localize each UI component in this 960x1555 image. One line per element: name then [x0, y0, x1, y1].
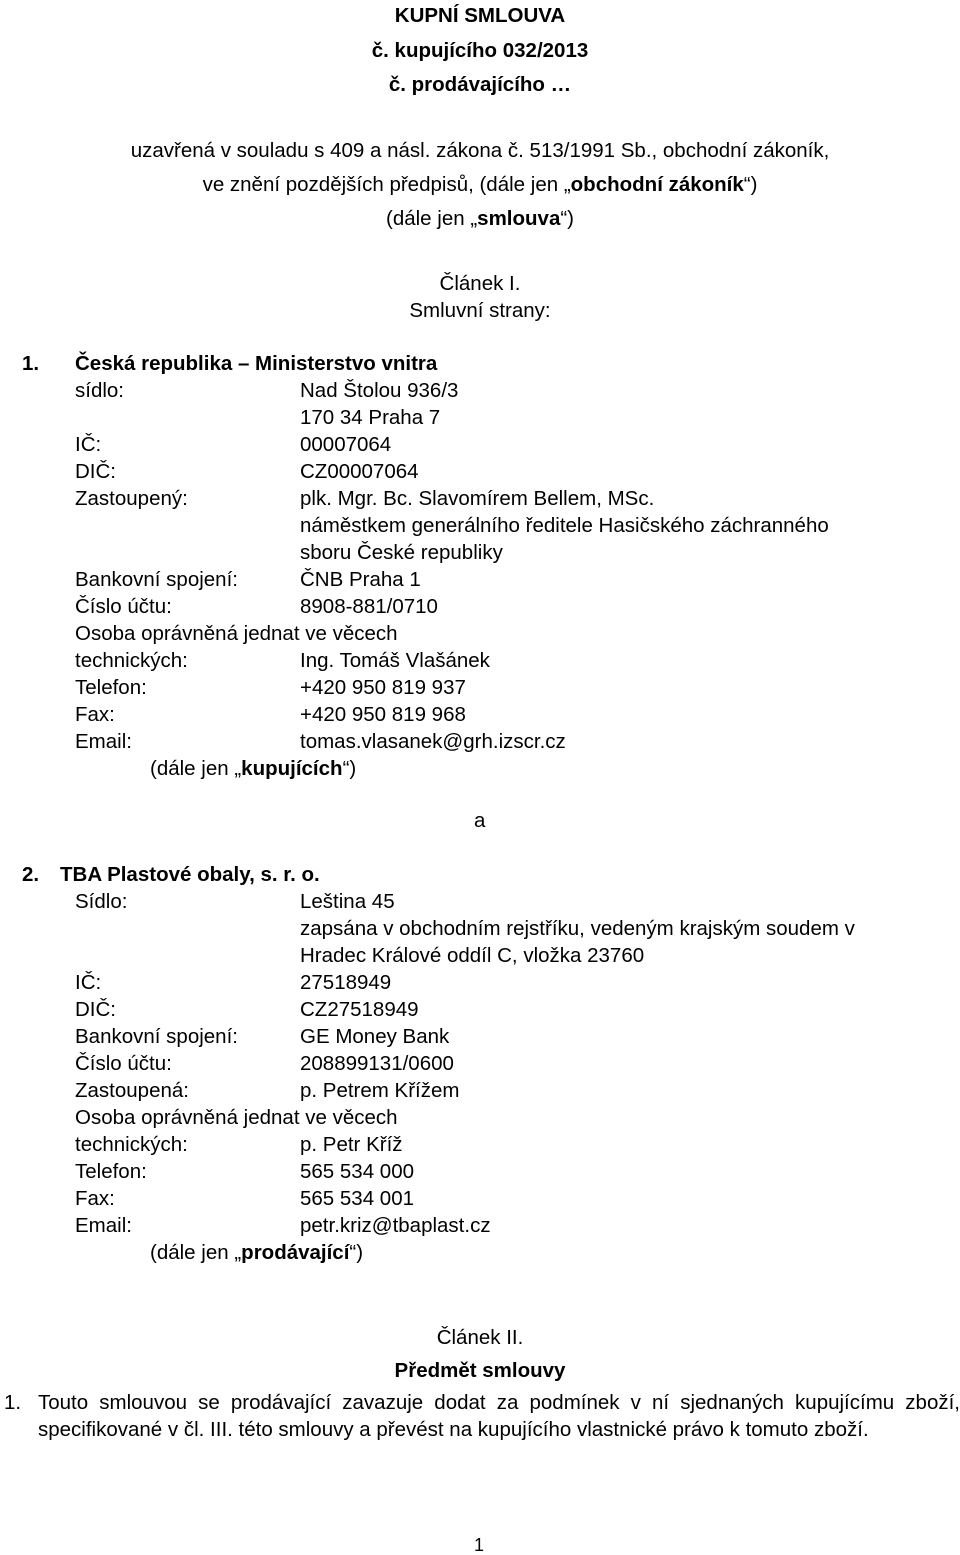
party-2-email-label: Email: — [75, 1214, 132, 1237]
party-2-tech: p. Petr Kříž — [300, 1133, 403, 1156]
party-1-rep-line-2: náměstkem generálního ředitele Hasičského záchranného — [300, 514, 829, 537]
party-2-bank: GE Money Bank — [300, 1025, 450, 1048]
buyer-contract-number: č. kupujícího 032/2013 — [371, 39, 589, 62]
party-2-phone: 565 534 000 — [300, 1160, 415, 1183]
intro-line-3: (dále jen „smlouva“) — [386, 207, 574, 230]
party-1-email: tomas.vlasanek@grh.izscr.cz — [300, 730, 566, 753]
party-1-fax-label: Fax: — [75, 703, 115, 726]
party-2-account-label: Číslo účtu: — [75, 1052, 172, 1075]
party-1-name: Česká republika – Ministerstvo vnitra — [75, 352, 438, 375]
party-2-tech-label-2: technických: — [75, 1133, 188, 1156]
party-1-bank-label: Bankovní spojení: — [75, 568, 238, 591]
party-2-rep: p. Petrem Křížem — [300, 1079, 460, 1102]
party-1-tech-label-2: technických: — [75, 649, 188, 672]
party-1-fax: +420 950 819 968 — [300, 703, 466, 726]
conjunction: a — [474, 809, 486, 832]
party-1-phone: +420 950 819 937 — [300, 676, 466, 699]
party-1-bank: ČNB Praha 1 — [300, 568, 421, 591]
party-2-account: 208899131/0600 — [300, 1052, 454, 1075]
party-1-alias: (dále jen „kupujících“) — [150, 757, 357, 780]
party-1-seat-label: sídlo: — [75, 379, 124, 402]
seller-contract-number: č. prodávajícího … — [388, 73, 572, 96]
article-2-subheading: Předmět smlouvy — [394, 1359, 566, 1382]
party-1-rep-line-3: sboru České republiky — [300, 541, 503, 564]
party-1-ic: 00007064 — [300, 433, 392, 456]
party-2-rep-label: Zastoupená: — [75, 1079, 189, 1102]
party-1-phone-label: Telefon: — [75, 676, 147, 699]
party-2-bank-label: Bankovní spojení: — [75, 1025, 238, 1048]
party-2-seat: Leština 45 — [300, 890, 395, 913]
party-1-seat-line-2: 170 34 Praha 7 — [300, 406, 441, 429]
intro-line-1: uzavřená v souladu s 409 a násl. zákona č. 513/1991 Sb., obchodní zákoník, — [130, 139, 830, 162]
party-1-dic: CZ00007064 — [300, 460, 419, 483]
party-2-fax: 565 534 001 — [300, 1187, 415, 1210]
party-1-tech: Ing. Tomáš Vlašánek — [300, 649, 490, 672]
party-1-rep-label: Zastoupený: — [75, 487, 188, 510]
party-1-email-label: Email: — [75, 730, 132, 753]
party-1-account: 8908-881/0710 — [300, 595, 438, 618]
party-2-tech-label-1: Osoba oprávněná jednat ve věcech — [75, 1106, 398, 1129]
article-2-item-number: 1. — [4, 1391, 22, 1414]
party-2-alias: (dále jen „prodávající“) — [150, 1241, 364, 1264]
page-number: 1 — [474, 1535, 485, 1555]
party-1-rep-line-1: plk. Mgr. Bc. Slavomírem Bellem, MSc. — [300, 487, 655, 510]
party-2-seat-label: Sídlo: — [75, 890, 128, 913]
article-1-heading: Článek I. — [439, 272, 521, 295]
article-2-item-text: Touto smlouvou se prodávající zavazuje dodat za podmínek v ní sjednaných kupujícímu zboží, specifikované v čl. III. této smlouvy a převést na kupujícího vlastnické právo k tomuto zboží. — [38, 1391, 960, 1441]
party-2-ic-label: IČ: — [75, 971, 102, 994]
party-1-dic-label: DIČ: — [75, 460, 116, 483]
party-2-dic: CZ27518949 — [300, 998, 419, 1021]
party-1-seat-line-1: Nad Štolou 936/3 — [300, 379, 459, 402]
party-2-fax-label: Fax: — [75, 1187, 115, 1210]
document-title: KUPNÍ SMLOUVA — [394, 4, 566, 27]
party-1-account-label: Číslo účtu: — [75, 595, 172, 618]
intro-line-2: ve znění pozdějších předpisů, (dále jen „obchodní zákoník“) — [202, 173, 758, 196]
party-2-number: 2. — [22, 863, 40, 886]
party-2-phone-label: Telefon: — [75, 1160, 147, 1183]
party-2-reg-line-2: Hradec Králové oddíl C, vložka 23760 — [300, 944, 645, 967]
article-2-heading: Článek II. — [436, 1326, 524, 1349]
article-1-subheading: Smluvní strany: — [409, 299, 551, 322]
party-2-email: petr.kriz@tbaplast.cz — [300, 1214, 491, 1237]
party-1-tech-label-1: Osoba oprávněná jednat ve věcech — [75, 622, 398, 645]
party-1-number: 1. — [22, 352, 40, 375]
party-2-ic: 27518949 — [300, 971, 392, 994]
party-2-reg-line-1: zapsána v obchodním rejstříku, vedeným krajským soudem v — [300, 917, 855, 940]
party-1-ic-label: IČ: — [75, 433, 102, 456]
party-2-name: TBA Plastové obaly, s. r. o. — [60, 863, 320, 886]
party-2-dic-label: DIČ: — [75, 998, 116, 1021]
